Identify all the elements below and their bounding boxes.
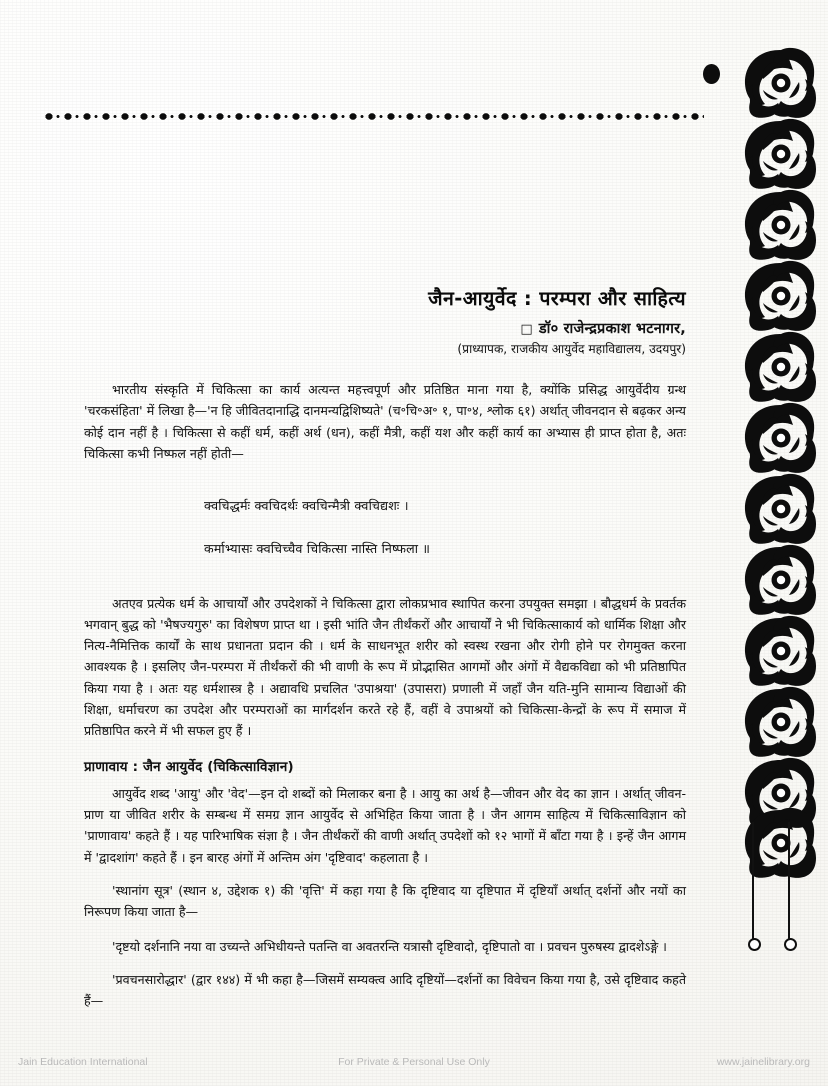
bullet-square-icon: □ (520, 322, 533, 338)
floral-medallion-border-ornament (744, 46, 820, 992)
vertical-rule-end-dot-right (784, 938, 797, 951)
footer-center-notice: For Private & Personal Use Only (338, 1056, 490, 1068)
author-byline (84, 318, 686, 338)
paragraph-spacer (84, 871, 686, 880)
sanskrit-verse-block (84, 474, 686, 581)
paragraph-5: 'प्रवचनसारोद्धार' (द्वार १४४) में भी कहा है—जिसमें सम्यक्त्व आदि दृष्टियों—दर्शनों का विवेचन किया गया है, उसे दृष्टिवाद कहते हैं— (84, 972, 686, 1009)
corner-dot-ornament (703, 64, 720, 84)
footer-left-credit: Jain Education International (18, 1056, 148, 1068)
vertical-rule-left (752, 822, 754, 942)
page-footer (0, 1056, 828, 1068)
paragraph-3: आयुर्वेद शब्द 'आयु' और 'वेद'—इन दो शब्दों को मिलाकर बना है । आयु का अर्थ है—जीवन और वेद का ज्ञान । अर्थात् जीवन-प्राण या जीवित शरीर के सम्बन्ध में समग्र ज्ञान आयुर्वेद से अभिहित किया जाता है । जैन आगम साहित्य में चिकित्साविज्ञान को 'प्राणावाय' कहते हैं । यह पारिभाषिक संज्ञा है । जैन तीर्थंकरों की वाणी अर्थात् उपदेशों को १२ भागों में बाँटा गया है । इन्हें जैन आगम में 'द्वादशांग' कहते हैं । इन बारह अंगों में अन्तिम अंग 'दृष्टिवाद' कहलाता है । (84, 786, 686, 865)
top-dashed-rule (44, 112, 704, 121)
verse-line-2: कर्माभ्यासः क्वचिच्चैव चिकित्सा नास्ति निष्फला ॥ (204, 541, 431, 557)
sanskrit-quotation: 'दृष्टयो दर्शनानि नया वा उच्यन्ते अभिधीयन्ते पतन्ति वा अवतरन्ति यत्रासौ दृष्टिवादो, दृष्टिपातो वा । प्रवचन पुरुषस्य द्वादशेऽङ्गे । (112, 939, 667, 954)
author-name: डॉ० राजेन्द्रप्रकाश भटनागर, (538, 321, 686, 338)
article-text-column (84, 286, 686, 1014)
vertical-rule-right (788, 822, 790, 942)
footer-right-url[interactable]: www.jainelibrary.org (716, 1056, 810, 1068)
paragraph-spacer (84, 960, 686, 969)
author-affiliation: (प्राध्यापक, राजकीय आयुर्वेद महाविद्यालय, उदयपुर) (457, 342, 686, 357)
page-title: जैन-आयुर्वेद : परम्परा और साहित्य (428, 287, 686, 310)
verse-line-1: क्वचिद्धर्मः क्वचिदर्थः क्वचिन्मैत्री क्वचिद्यशः । (204, 498, 409, 514)
paragraph-4: 'स्थानांग सूत्र' (स्थान ४, उद्देशक १) की 'वृत्ति' में कहा गया है कि दृष्टिवाद या दृष्टिपात में दृष्टियाँ अर्थात् दर्शनों और नयों का निरूपण किया जाता है— (84, 882, 686, 919)
paragraph-1: भारतीय संस्कृति में चिकित्सा का कार्य अत्यन्त महत्त्वपूर्ण और प्रतिष्ठित माना गया है, क्योंकि प्रसिद्ध आयुर्वेदीय ग्रन्थ 'चरकसंहिता' में लिखा है—'न हि जीवितदानाद्धि दानमन्यद्विशिष्यते' (च॰चि॰अ॰ १, पा॰४, श्लोक ६१) अर्थात् जीवनदान से बढ़कर अन्य कोई दान नहीं है । चिकित्सा से कहीं धर्म, कहीं अर्थ (धन), कहीं मैत्री, कहीं यश और कहीं कार्य का अभ्यास ही प्राप्त होता है, अतः चिकित्सा कभी निष्फल नहीं होती— (84, 382, 686, 461)
section-heading-pranavaya: प्राणावाय : जैन आयुर्वेद (चिकित्साविज्ञान) (84, 760, 294, 776)
paragraph-spacer (84, 925, 686, 934)
vertical-rule-end-dot-left (748, 938, 761, 951)
paragraph-2: अतएव प्रत्येक धर्म के आचार्यों और उपदेशकों ने चिकित्सा द्वारा लोकप्रभाव स्थापित करना उपयुक्त समझा । बौद्धधर्म के प्रवर्तक भगवान् बुद्ध को 'भैषज्यगुरु' का विशेषण प्राप्त था । इसी भांति जैन तीर्थंकरों और आचार्यों ने भी चिकित्साकार्य को धार्मिक शिक्षा और नित्य-नैमित्तिक कार्यों के साथ प्रधानता प्रदान की । धर्म के साधनभूत शरीर को स्वस्थ रखना और रोगी होने पर रोगमुक्त करना आवश्यक है । इसलिए जैन-परम्परा में तीर्थंकरों की भी वाणी के रूप में प्रोद्भासित आगमों और अंगों में वैद्यकविद्या को भी प्रतिष्ठापित किया गया है । अतः यह धर्मशास्त्र है । अद्यावधि प्रचलित 'उपाश्रया' (उपासरा) प्रणाली में जहाँ जैन यति-मुनि सामान्य विद्याओं की शिक्षा, धर्माचरण का उपदेश और परम्पराओं का मार्गदर्शन करते रहे हैं, वहीं वे उपाश्रयों को चिकित्सा-केन्द्रों के रूप में समाज में प्रतिष्ठापित करने में भी सफल हुए हैं । (84, 595, 686, 738)
